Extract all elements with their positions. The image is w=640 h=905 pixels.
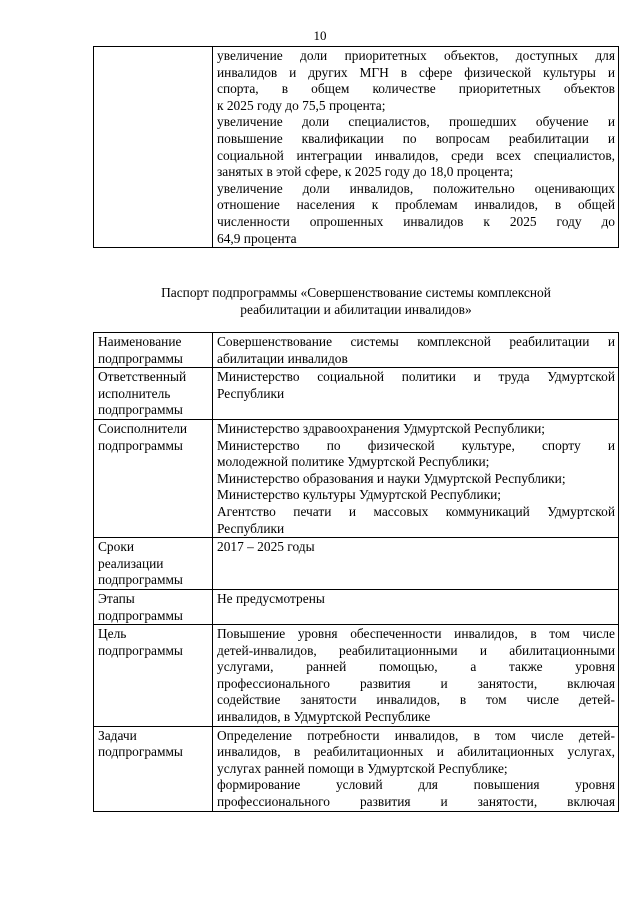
table-row (94, 726, 619, 811)
row-content-cell (213, 625, 619, 727)
text-line: Министерство здравоохранения Удмуртской Республики; (217, 420, 545, 436)
passport-table (93, 332, 619, 812)
text-line: инвалидов, в реабилитационных и абилитационных услугах, (217, 744, 615, 760)
text-line: профессионального развития и занятости, включая (217, 675, 615, 691)
row-label: подпрограммы (98, 642, 183, 658)
row-label: подпрограммы (98, 437, 183, 453)
table-row (94, 333, 619, 368)
row-content-cell (213, 589, 619, 624)
text-line: занятых в этой сфере, к 2025 году до 18,0 процента; (217, 164, 514, 180)
text-line: Республики (217, 520, 285, 536)
text-line: Не предусмотрены (217, 590, 325, 606)
text-line: увеличение доли приоритетных объектов, доступных для (217, 48, 615, 63)
text-line: отношение населения к проблемам инвалидов, в общей (217, 197, 615, 213)
row-label: реализации (98, 555, 164, 571)
row-content-cell (213, 368, 619, 420)
row-content-cell (213, 538, 619, 590)
row-label: Цель (98, 626, 127, 642)
text-line: к 2025 году до 75,5 процента; (217, 97, 386, 113)
row-label: исполнитель (98, 385, 171, 401)
row-content-cell (213, 726, 619, 811)
table-row (94, 589, 619, 624)
text-line: социальной интеграции инвалидов, среди всех специалистов, (217, 147, 615, 163)
row-label-cell (94, 368, 213, 420)
text-line: 64,9 процента (217, 230, 297, 246)
text-line: услугах ранней помощи в Удмуртской Республике; (217, 760, 508, 776)
passport-title (93, 284, 619, 318)
text-line: услугами, ранней помощью, а также уровня (217, 659, 615, 675)
text-line: молодежной политике Удмуртской Республики; (217, 454, 490, 470)
text-line: Министерство по физической культуре, спорту и (217, 437, 615, 453)
text-line: повышение квалификации по вопросам реабилитации и (217, 130, 615, 146)
continuation-table (93, 46, 619, 248)
row-label-cell (94, 589, 213, 624)
text-line: Повышение уровня обеспеченности инвалидов, в том числе (217, 626, 615, 642)
table-row (94, 419, 619, 537)
row-label: Наименование (98, 334, 182, 349)
content-cell (213, 47, 619, 248)
text-line: инвалидов и других МГН в сфере физической культуры и (217, 64, 615, 80)
row-label: Соисполнители (98, 420, 188, 436)
text-line: Министерство социальной политики и труда Удмуртской (217, 369, 615, 385)
row-label: Задачи (98, 727, 137, 743)
text-line: Совершенствование системы комплексной реабилитации и (217, 334, 615, 349)
table-row (94, 368, 619, 420)
row-label: Сроки (98, 539, 134, 555)
text-line: абилитации инвалидов (217, 350, 348, 366)
text-line: численности опрошенных инвалидов к 2025 году до (217, 213, 615, 229)
page-number: 10 (313, 28, 327, 43)
row-label-cell (94, 538, 213, 590)
passport-title-line: реабилитации и абилитации инвалидов» (240, 302, 472, 317)
text-line: 2017 – 2025 годы (217, 539, 315, 555)
row-label-cell (94, 625, 213, 727)
text-line: Определение потребности инвалидов, в том числе детей- (217, 727, 615, 743)
row-label: подпрограммы (98, 402, 183, 418)
text-line: профессионального развития и занятости, включая (217, 794, 615, 810)
table-row (94, 538, 619, 590)
passport-title-line: Паспорт подпрограммы «Совершенствование системы комплексной (161, 285, 551, 300)
row-content-cell (213, 333, 619, 368)
text-line: Агентство печати и массовых коммуникаций Удмуртской (217, 503, 615, 519)
row-label-cell (94, 333, 213, 368)
empty-label-cell (94, 47, 213, 248)
row-label: подпрограммы (98, 744, 183, 760)
text-line: формирование условий для повышения уровня (217, 777, 615, 793)
row-label: подпрограммы (98, 572, 183, 588)
table-row (94, 47, 619, 248)
row-content-cell (213, 419, 619, 537)
text-line: инвалидов, в Удмуртской Республике (217, 709, 431, 725)
text-line: содействие занятости инвалидов, в том числе детей- (217, 692, 615, 708)
table-row (94, 625, 619, 727)
text-line: Министерство культуры Удмуртской Республики; (217, 487, 502, 503)
row-label: подпрограммы (98, 607, 183, 623)
row-label: подпрограммы (98, 350, 183, 366)
text-line: спорта, в общем количестве приоритетных объектов (217, 81, 615, 97)
row-label-cell (94, 726, 213, 811)
text-line: Республики (217, 385, 285, 401)
text-line: увеличение доли инвалидов, положительно оценивающих (217, 180, 615, 196)
text-line: детей-инвалидов, реабилитационными и абилитационными (217, 642, 615, 658)
text-line: Министерство образования и науки Удмуртской Республики; (217, 470, 566, 486)
row-label: Этапы (98, 590, 135, 606)
row-label: Ответственный (98, 369, 187, 385)
row-label-cell (94, 419, 213, 537)
text-line: увеличение доли специалистов, прошедших обучение и (217, 114, 615, 130)
